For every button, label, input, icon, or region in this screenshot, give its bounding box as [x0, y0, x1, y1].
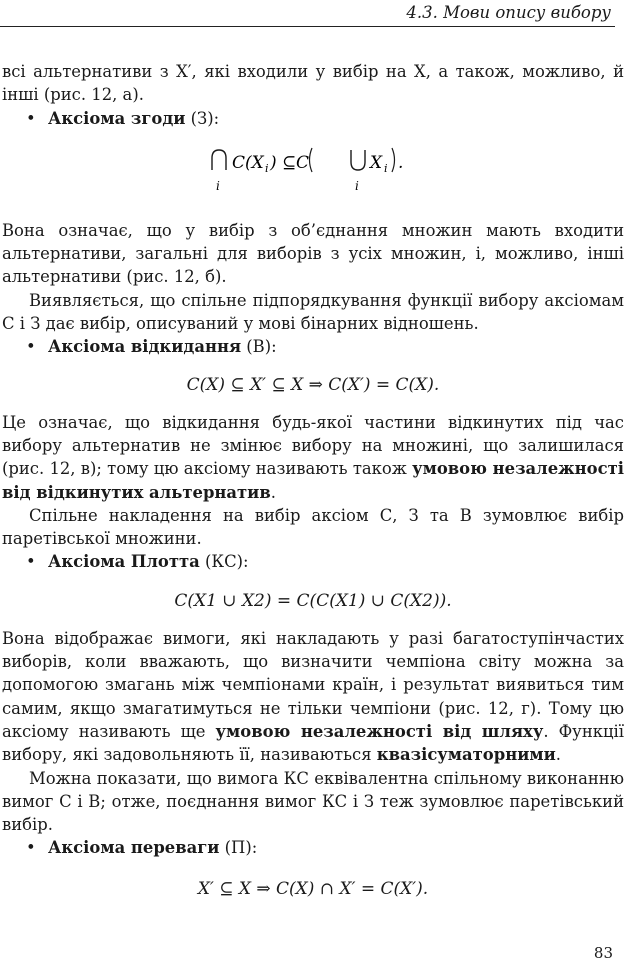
svg-text:i: i	[265, 161, 269, 175]
svg-text:i: i	[355, 178, 359, 193]
axiom-plott-name: Аксіома Плотта	[48, 552, 200, 572]
axiom-agreement-name: Аксіома згоди	[48, 108, 186, 128]
formula-agreement-svg	[198, 146, 348, 198]
axiom-preference-name: Аксіома переваги	[48, 838, 220, 858]
paragraph-3: Виявляється, що спільне підпорядкування функції вибору аксіомам С і З дає вибір, описуваний у мові бінарних відношень.	[2, 290, 624, 334]
axiom-agreement-tag: (З):	[185, 108, 220, 128]
formula-agreement-svg-2	[348, 146, 428, 198]
svg-text:X: X	[370, 152, 383, 173]
term-path-independence: умовою незалежності від шляху	[215, 721, 544, 741]
bullet-icon: •	[26, 108, 36, 128]
axiom-agreement	[2, 107, 624, 130]
paragraph-4	[2, 411, 624, 504]
bullet-icon: •	[26, 838, 36, 858]
paragraph-2: Вона означає, що у вибір з об’єднання множин мають входити альтернативи, загальні для виборів з усіх множин, і, можливо, інші альтернативи (рис. 12, б).	[2, 220, 624, 287]
svg-text:i: i	[384, 161, 388, 175]
svg-text:i: i	[216, 178, 220, 193]
axiom-preference-tag: (П):	[219, 838, 258, 858]
axiom-rejection-tag: (В):	[241, 337, 277, 357]
page-number: 83	[593, 944, 613, 962]
running-head: 4.3. Мови опису вибору	[406, 3, 611, 22]
term-quasi-summator: квазісуматорними	[376, 745, 556, 765]
paragraph-5: Спільне накладення на вибір аксіом С, З та В зумовлює вибір паретівської множини.	[2, 505, 624, 549]
term-independence-rejected: умовою незалежності від відкинутих альтернатив	[2, 459, 624, 502]
axiom-rejection	[2, 335, 624, 358]
svg-text:) ⊆: ) ⊆	[270, 152, 297, 173]
axiom-plott	[2, 550, 624, 573]
svg-text:.: .	[398, 152, 404, 173]
body-text	[2, 60, 624, 915]
bullet-icon: •	[26, 337, 36, 357]
bullet-icon: •	[26, 552, 36, 572]
formula-plott: C(X1 ∪ X2) = C(C(X1) ∪ C(X2)).	[174, 590, 452, 611]
svg-text:C(X: C(X	[232, 152, 264, 173]
axiom-preference	[2, 836, 624, 859]
paragraph-6	[2, 627, 624, 767]
paragraph-4-end: .	[270, 482, 276, 502]
formula-rejection: C(X) ⊆ X′ ⊆ X ⇒ C(X′) = C(X).	[186, 374, 440, 395]
paragraph-6-mid: . Функції вибору, які задовольняють її, називаються	[2, 721, 625, 765]
paragraph-6-end: .	[555, 745, 561, 765]
axiom-rejection-name: Аксіома відкидання	[48, 337, 242, 357]
paragraph-7: Можна показати, що вимога КС еквівалентна спільному виконанню вимог С і В; отже, поєднання вимог КС і З теж зумовлює паретівський вибір.	[2, 768, 624, 835]
axiom-plott-tag: (КС):	[199, 552, 249, 572]
paragraph-1: всі альтернативи з X′, які входили у вибір на X, а також, можливо, й інші (рис. 12, а).	[2, 62, 624, 105]
header-rule	[0, 26, 615, 27]
formula-preference: X′ ⊆ X ⇒ C(X) ∩ X′ = C(X′).	[197, 878, 429, 899]
paragraph-4-text: Це означає, що відкидання будь-якої частини відкинутих під час вибору альтернатив не змінює вибору на множині, що залишилася (рис. 12, в); тому цю аксіому називають також	[2, 412, 624, 479]
paragraph-6-text: Вона відображає вимоги, які накладають у разі багатоступінчастих виборів, коли вважають, що визначити чемпіона світу можна за допомогою змагань між чемпіонами країн, і результат виявиться тим самим, якщо змагатимуться не тільки чемпіони (рис. 12, г). Тому цю аксіому називають ще	[2, 628, 624, 741]
svg-text:C: C	[296, 152, 310, 173]
formula-agreement	[2, 146, 624, 199]
